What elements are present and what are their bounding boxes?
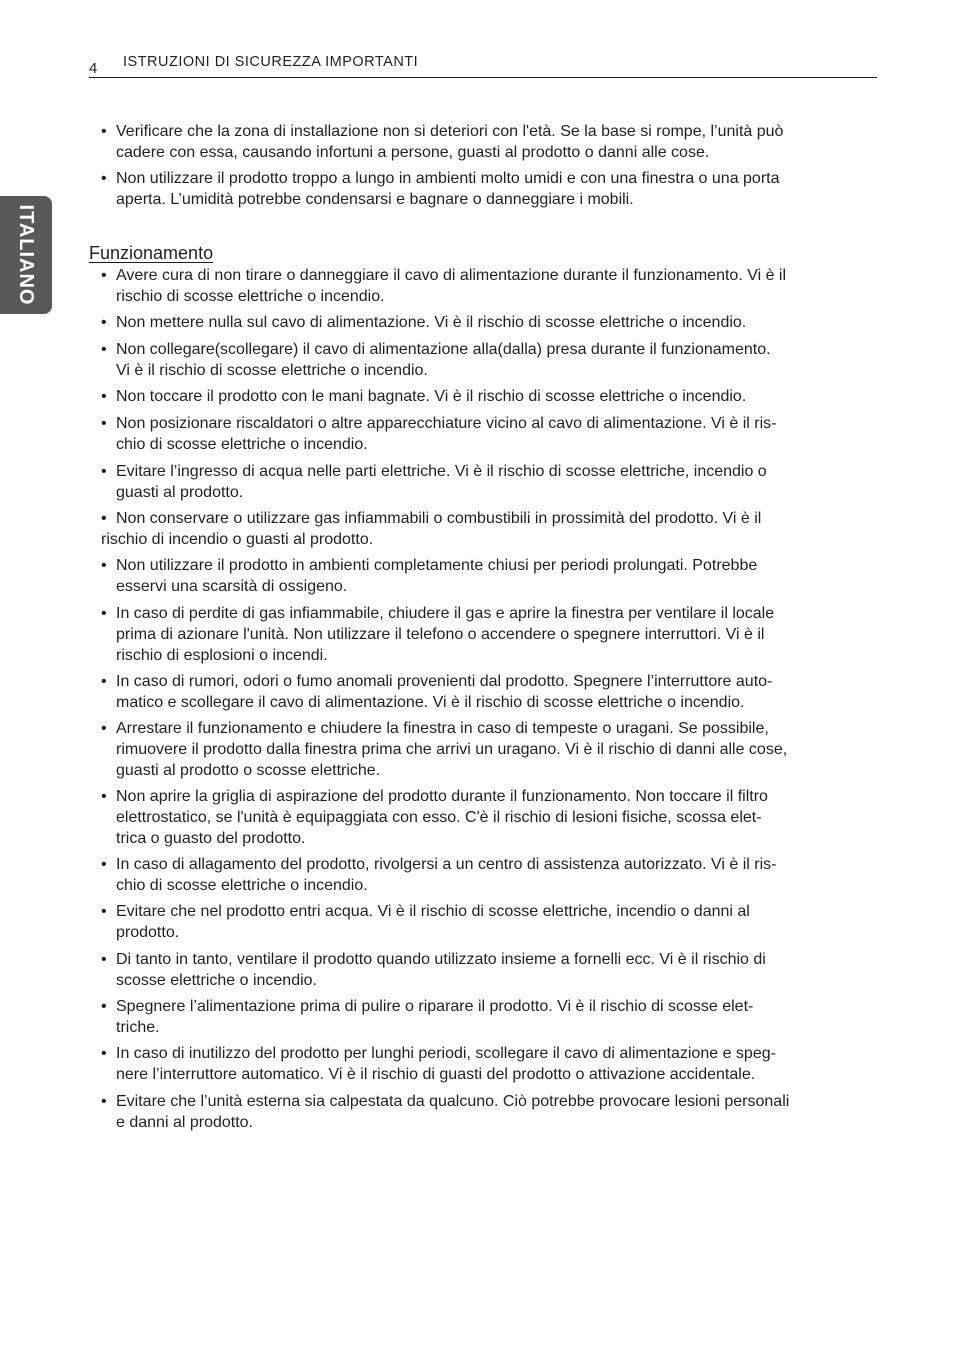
language-tab-label: ITALIANO [15, 204, 37, 306]
list-item-line: scosse elettriche o incendio. [116, 972, 317, 989]
list-item-line: chio di scosse elettriche o incendio. [116, 877, 368, 894]
list-item-line: Non conservare o utilizzare gas infiammabili o combustibili in prossimità del prodotto. Vi è il [116, 510, 762, 527]
list-item [101, 121, 879, 163]
list-item-line: Avere cura di non tirare o danneggiare il cavo di alimentazione durante il funzionamento. Vi è il [116, 267, 787, 284]
bullet-dot: • [101, 605, 107, 622]
list-item [101, 603, 879, 666]
bullet-dot: • [101, 463, 107, 480]
list-item-line: Non utilizzare il prodotto in ambienti completamente chiusi per periodi prolungati. Potrebbe [116, 557, 758, 574]
list-item-line: Non toccare il prodotto con le mani bagnate. Vi è il rischio di scosse elettriche o incendio. [116, 388, 747, 405]
list-item-line: Non collegare(scollegare) il cavo di alimentazione alla(dalla) presa durante il funzionamento. [116, 341, 771, 358]
list-item-line: Spegnere l’alimentazione prima di pulire o riparare il prodotto. Vi è il rischio di scosse elet- [116, 998, 754, 1015]
list-item-line: rischio di incendio o guasti al prodotto. [101, 531, 374, 548]
list-item [101, 901, 879, 943]
list-item [101, 265, 879, 307]
list-item [101, 1091, 879, 1133]
list-item [101, 555, 879, 597]
bullet-dot: • [101, 341, 107, 358]
bullet-dot: • [101, 998, 107, 1015]
list-item [101, 386, 879, 407]
list-item-line: elettrostatico, se l'unità è equipaggiata con esso. C'è il rischio di lesioni fisiche, scossa elet- [116, 809, 762, 826]
bullet-dot: • [101, 720, 107, 737]
bullet-dot: • [101, 123, 107, 140]
list-item [101, 312, 879, 333]
list-item-line: Verificare che la zona di installazione non si deteriori con l'età. Se la base si rompe, l’unità può [116, 123, 784, 140]
bullet-dot: • [101, 856, 107, 873]
language-tab [0, 196, 52, 314]
list-item-line: guasti al prodotto. [116, 484, 244, 501]
list-item [101, 854, 879, 896]
list-item-line: rimuovere il prodotto dalla finestra prima che arrivi un uragano. Vi è il rischio di danni alle cose, [116, 741, 788, 758]
bullet-dot: • [101, 903, 107, 920]
list-item-line: Non aprire la griglia di aspirazione del prodotto durante il funzionamento. Non toccare il filtro [116, 788, 768, 805]
list-item-line: Arrestare il funzionamento e chiudere la finestra in caso di tempeste o uragani. Se possibile, [116, 720, 769, 737]
list-item-line: Di tanto in tanto, ventilare il prodotto quando utilizzato insieme a fornelli ecc. Vi è il rischio di [116, 951, 766, 968]
bullet-dot: • [101, 788, 107, 805]
bullet-dot: • [101, 673, 107, 690]
bullet-dot: • [101, 415, 107, 432]
list-item [101, 1043, 879, 1085]
bullet-dot: • [101, 951, 107, 968]
list-item-line: Evitare che l’unità esterna sia calpestata da qualcuno. Ciò potrebbe provocare lesioni personali [116, 1093, 790, 1110]
list-item-line: trica o guasto del prodotto. [116, 830, 306, 847]
list-item-line: e danni al prodotto. [116, 1114, 253, 1131]
list-item-line: Evitare che nel prodotto entri acqua. Vi è il rischio di scosse elettriche, incendio o danni al [116, 903, 750, 920]
list-item-line: prodotto. [116, 924, 180, 941]
bullet-dot: • [101, 267, 107, 284]
list-item-line: nere l’interruttore automatico. Vi è il rischio di guasti del prodotto o attivazione accidentale. [116, 1066, 756, 1083]
list-item [101, 996, 879, 1038]
list-item-line: chio di scosse elettriche o incendio. [116, 436, 368, 453]
page-header [89, 53, 877, 78]
list-item [101, 508, 879, 550]
list-item-line: Evitare l’ingresso di acqua nelle parti elettriche. Vi è il rischio di scosse elettriche, incendio o [116, 463, 767, 480]
list-item-line: triche. [116, 1019, 160, 1036]
page-number: 4 [89, 60, 98, 77]
list-item [101, 718, 879, 781]
list-item-line: Vi è il rischio di scosse elettriche o incendio. [116, 362, 428, 379]
list-item-line: In caso di allagamento del prodotto, rivolgersi a un centro di assistenza autorizzato. Vi è il ris- [116, 856, 777, 873]
list-item-line: In caso di inutilizzo del prodotto per lunghi periodi, scollegare il cavo di alimentazione e speg- [116, 1045, 776, 1062]
bullet-dot: • [101, 557, 107, 574]
list-item-line: rischio di scosse elettriche o incendio. [116, 288, 385, 305]
bullet-dot: • [101, 314, 107, 331]
list-item-line: rischio di esplosioni o incendi. [116, 647, 328, 664]
list-item-line: Non posizionare riscaldatori o altre apparecchiature vicino al cavo di alimentazione. Vi è il ris- [116, 415, 777, 432]
list-item-line: Non utilizzare il prodotto troppo a lungo in ambienti molto umidi e con una finestra o una porta [116, 170, 780, 187]
bullet-dot: • [101, 1045, 107, 1062]
list-item-line: prima di azionare l'unità. Non utilizzare il telefono o accendere o spegnere interruttori. Vi è il [116, 626, 765, 643]
list-item [101, 461, 879, 503]
list-item [101, 949, 879, 991]
list-item-line: aperta. L’umidità potrebbe condensarsi e bagnare o danneggiare i mobili. [116, 191, 634, 208]
list-item-line: cadere con essa, causando infortuni a persone, guasti al prodotto o danni alle cose. [116, 144, 710, 161]
list-item-line: Non mettere nulla sul cavo di alimentazione. Vi è il rischio di scosse elettriche o incendio. [116, 314, 747, 331]
bullet-dot: • [101, 510, 107, 527]
list-item [101, 671, 879, 713]
bullet-dot: • [101, 388, 107, 405]
list-item-line: matico e scollegare il cavo di alimentazione. Vi è il rischio di scosse elettriche o incendio. [116, 694, 745, 711]
list-item [101, 413, 879, 455]
section-title: Funzionamento [89, 243, 214, 263]
list-item-line: guasti al prodotto o scosse elettriche. [116, 762, 381, 779]
bullet-dot: • [101, 170, 107, 187]
bullet-dot: • [101, 1093, 107, 1110]
list-item [101, 339, 879, 381]
list-item-line: esservi una scarsità di ossigeno. [116, 578, 348, 595]
list-item-line: In caso di perdite di gas infiammabile, chiudere il gas e aprire la finestra per ventilare il locale [116, 605, 775, 622]
list-item [101, 786, 879, 849]
header-title: ISTRUZIONI DI SICUREZZA IMPORTANTI [123, 54, 419, 70]
list-item-line: In caso di rumori, odori o fumo anomali provenienti dal prodotto. Spegnere l’interruttore auto- [116, 673, 773, 690]
list-item [101, 168, 879, 210]
